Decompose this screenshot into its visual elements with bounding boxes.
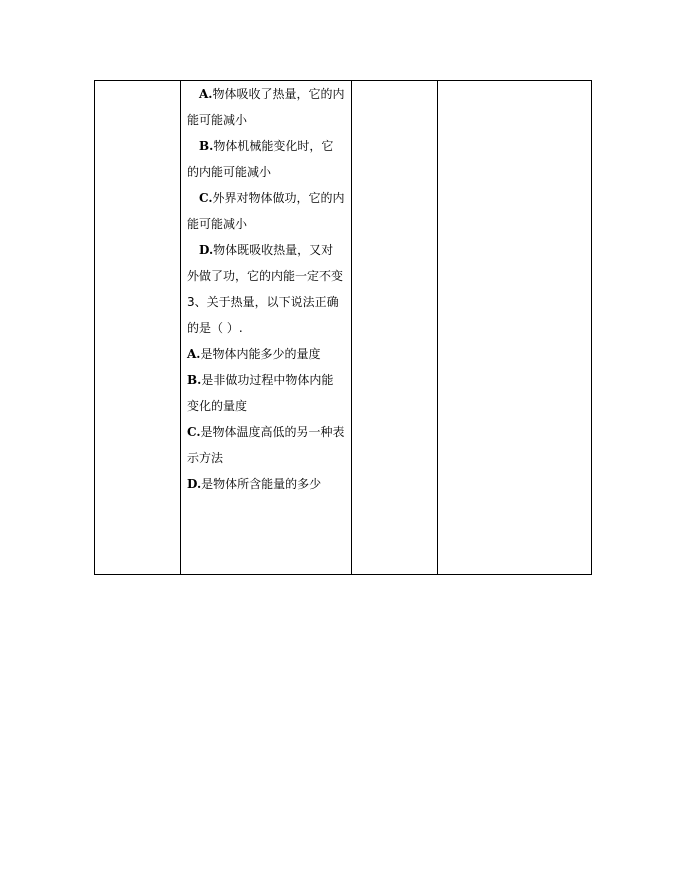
option-letter: C. xyxy=(187,425,201,439)
table-cell-right xyxy=(438,81,592,575)
question-3-stem: 3、关于热量，以下说法正确的是（ ）. xyxy=(187,295,339,335)
option-letter: D. xyxy=(187,477,202,491)
option-q3-d xyxy=(187,471,345,497)
question-content xyxy=(181,81,351,497)
option-text: 是物体温度高低的另一种表示方法 xyxy=(187,425,345,465)
option-letter: A. xyxy=(199,87,213,101)
option-q2-c xyxy=(187,185,345,237)
option-text: 是物体内能多少的量度 xyxy=(200,347,321,361)
table-cell-middle xyxy=(352,81,438,575)
table-cell-left xyxy=(95,81,181,575)
option-letter: A. xyxy=(187,347,201,361)
option-text: 物体机械能变化时，它的内能可能减小 xyxy=(187,139,334,179)
option-text: 外界对物体做功，它的内能可能减小 xyxy=(187,191,345,231)
option-text: 物体既吸收热量，又对外做了功，它的内能一定不变 xyxy=(187,243,344,283)
option-q3-b xyxy=(187,367,345,419)
option-letter: B. xyxy=(187,373,202,387)
table-row xyxy=(95,81,592,575)
option-q3-a xyxy=(187,341,345,367)
option-text: 物体吸收了热量，它的内能可能减小 xyxy=(187,87,345,127)
option-text: 是非做功过程中物体内能变化的量度 xyxy=(187,373,334,413)
option-letter: B. xyxy=(199,139,214,153)
option-text: 是物体所含能量的多少 xyxy=(201,477,322,491)
option-q2-a xyxy=(187,81,345,133)
option-q2-d xyxy=(187,237,345,289)
worksheet-table xyxy=(94,80,592,575)
option-q2-b xyxy=(187,133,345,185)
option-letter: D. xyxy=(199,243,214,257)
option-q3-c xyxy=(187,419,345,471)
option-letter: C. xyxy=(199,191,213,205)
table-cell-questions xyxy=(181,81,352,575)
